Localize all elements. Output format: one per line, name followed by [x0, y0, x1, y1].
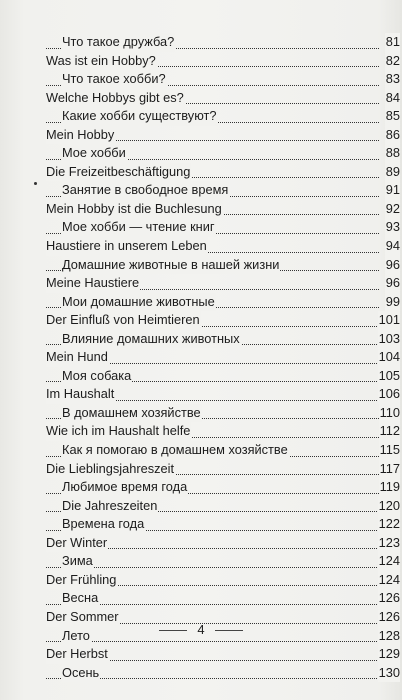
toc-entry	[46, 515, 402, 534]
toc-entry-page: 110	[379, 404, 400, 423]
toc-entry-page: 86	[385, 126, 400, 145]
toc-entry-page: 124	[378, 552, 400, 571]
toc-entry-title: Welche Hobbys gibt es?	[46, 89, 185, 108]
toc-entry-page: 129	[378, 645, 400, 664]
toc-entry-page: 126	[378, 589, 400, 608]
toc-entry	[46, 33, 402, 52]
toc-entry-title: Весна	[62, 589, 99, 608]
toc-entry-page: 130	[378, 664, 400, 683]
toc-entry-title: Im Haushalt	[46, 385, 115, 404]
toc-entry-page: 91	[385, 181, 400, 200]
toc-entry-page: 92	[385, 200, 400, 219]
toc-entry-title: Моя собака	[62, 367, 132, 386]
toc-entry-title: Die Jahreszeiten	[62, 497, 158, 516]
toc-entry-page: 105	[378, 367, 400, 386]
toc-entry-page: 96	[385, 256, 400, 275]
toc-entry	[46, 144, 402, 163]
toc-entry-title: Was ist ein Hobby?	[46, 52, 157, 71]
toc-entry	[46, 218, 402, 237]
print-speck	[34, 182, 37, 185]
toc-entry	[46, 664, 402, 683]
toc-entry-title: Die Freizeitbeschäftigung	[46, 163, 191, 182]
toc-entry-title: Mein Hund	[46, 348, 109, 367]
toc-entry	[46, 422, 402, 441]
toc-entry	[46, 571, 402, 590]
toc-entry-page: 88	[385, 144, 400, 163]
toc-entry-page: 128	[378, 627, 400, 646]
toc-entry	[46, 348, 402, 367]
toc-entry	[46, 200, 402, 219]
toc-entry	[46, 460, 402, 479]
toc-entry-page: 89	[385, 163, 400, 182]
toc-entry	[46, 311, 402, 330]
toc-entry-page: 83	[385, 70, 400, 89]
toc-entry	[46, 181, 402, 200]
toc-entry-title: Der Winter	[46, 534, 108, 553]
toc-entry	[46, 237, 402, 256]
toc-entry-page: 119	[379, 478, 400, 497]
toc-entry	[46, 89, 402, 108]
toc-entry	[46, 441, 402, 460]
toc-entry	[46, 293, 402, 312]
toc-entry-title: Der Einfluß von Heimtieren	[46, 311, 201, 330]
toc-entry-page: 93	[385, 218, 400, 237]
toc-entry	[46, 497, 402, 516]
toc-entry-page: 94	[385, 237, 400, 256]
toc-entry-page: 120	[378, 497, 400, 516]
toc-entry-page: 112	[379, 422, 400, 441]
toc-entry-page: 99	[385, 293, 400, 312]
toc-entry	[46, 534, 402, 553]
toc-entry-page: 123	[378, 534, 400, 553]
toc-entry-title: Любимое время года	[62, 478, 188, 497]
toc-entry-title: Как я помогаю в домашнем хозяйстве	[62, 441, 289, 460]
toc-entry-page: 115	[379, 441, 400, 460]
toc-entry	[46, 70, 402, 89]
toc-entry	[46, 645, 402, 664]
page-number: 4	[197, 622, 205, 637]
toc-entry	[46, 404, 402, 423]
footer-dash-right	[215, 630, 243, 631]
toc-entry	[46, 126, 402, 145]
toc-entry-title: Мое хобби — чтение книг	[62, 218, 216, 237]
toc-entry-title: Что такое дружба?	[62, 33, 175, 52]
toc-entry-title: В домашнем хозяйстве	[62, 404, 202, 423]
toc-entry-title: Лето	[62, 627, 91, 646]
toc-entry	[46, 478, 402, 497]
footer-dash-left	[159, 630, 187, 631]
toc-entry	[46, 552, 402, 571]
toc-entry	[46, 274, 402, 293]
toc-entry-title: Мои домашние животные	[62, 293, 216, 312]
toc-entry-page: 101	[378, 311, 400, 330]
toc-entry-title: Der Herbst	[46, 645, 109, 664]
toc-entry-title: Haustiere in unserem Leben	[46, 237, 208, 256]
toc-entry	[46, 52, 402, 71]
toc-entry	[46, 256, 402, 275]
toc-entry	[46, 107, 402, 126]
toc-entry-title: Meine Haustiere	[46, 274, 140, 293]
toc-entry-page: 103	[378, 330, 400, 349]
toc-entry-title: Mein Hobby	[46, 126, 115, 145]
toc-entry-page: 82	[385, 52, 400, 71]
toc-entry-title: Die Lieblingsjahreszeit	[46, 460, 175, 479]
toc-entry-page: 117	[379, 460, 400, 479]
toc-entry-title: Mein Hobby ist die Buchlesung	[46, 200, 223, 219]
toc-entry-title: Домашние животные в нашей жизни	[62, 256, 280, 275]
table-of-contents	[46, 33, 402, 682]
toc-entry-page: 126	[378, 608, 400, 627]
dot-leader	[46, 641, 379, 642]
toc-entry-page: 104	[378, 348, 400, 367]
toc-entry-page: 106	[378, 385, 400, 404]
toc-entry-title: Der Sommer	[46, 608, 120, 627]
toc-entry-page: 81	[385, 33, 400, 52]
dot-leader	[46, 567, 379, 568]
toc-entry	[46, 385, 402, 404]
toc-entry-title: Осень	[62, 664, 100, 683]
toc-entry-title: Зима	[62, 552, 94, 571]
toc-entry-title: Wie ich im Haushalt helfe	[46, 422, 191, 441]
toc-entry	[46, 163, 402, 182]
toc-entry-page: 85	[385, 107, 400, 126]
toc-entry	[46, 589, 402, 608]
toc-entry-title: Времена года	[62, 515, 145, 534]
toc-entry	[46, 367, 402, 386]
toc-entry-title: Влияние домашних животных	[62, 330, 241, 349]
toc-entry-page: 122	[378, 515, 400, 534]
toc-entry-page: 84	[385, 89, 400, 108]
toc-entry-title: Der Frühling	[46, 571, 117, 590]
toc-entry-title: Какие хобби существуют?	[62, 107, 218, 126]
toc-entry-page: 124	[378, 571, 400, 590]
toc-entry-page: 96	[385, 274, 400, 293]
toc-entry	[46, 330, 402, 349]
toc-entry-title: Что такое хобби?	[62, 70, 167, 89]
toc-entry-title: Мое хобби	[62, 144, 127, 163]
toc-entry-title: Занятие в свободное время	[62, 181, 229, 200]
